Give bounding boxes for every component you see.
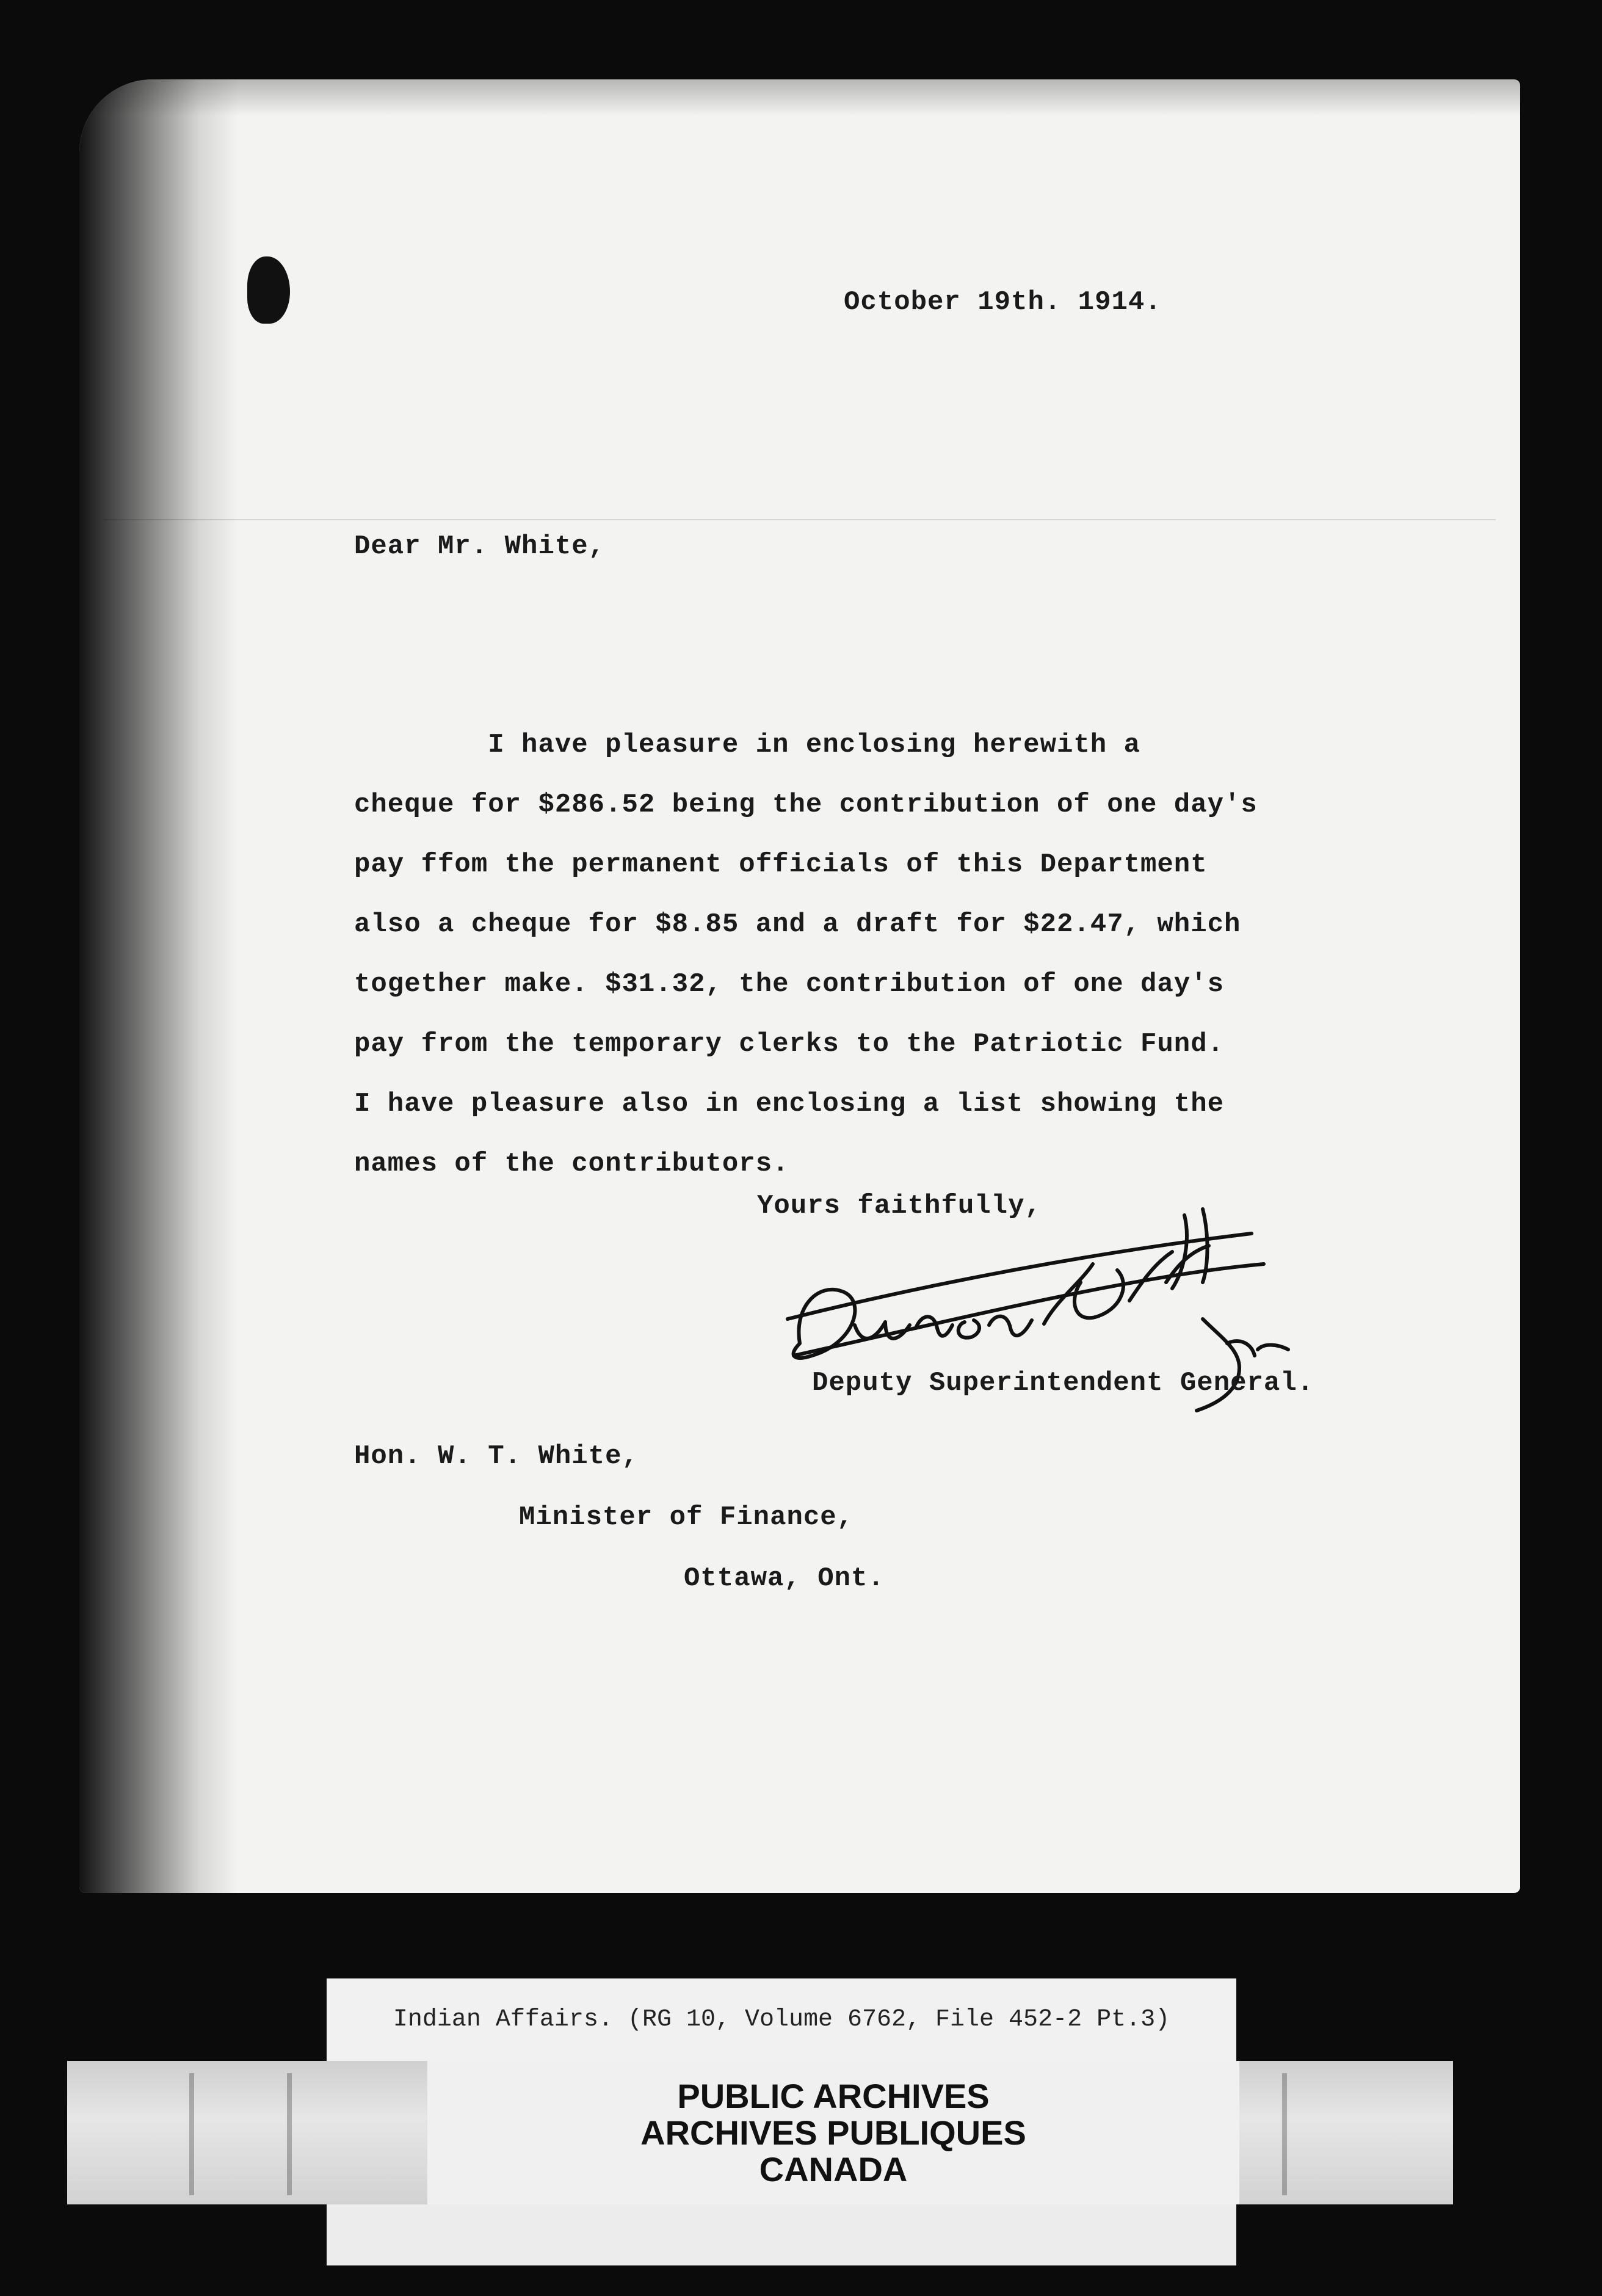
- letter-body-line: together make. $31.32, the contribution of one day's: [354, 969, 1225, 1000]
- stamp-line: CANADA: [759, 2149, 908, 2189]
- stamp-line: ARCHIVES PUBLIQUES: [640, 2113, 1026, 2152]
- strip-mark: [189, 2073, 194, 2195]
- sheet-top-shade: [79, 79, 1520, 116]
- sheet-edge-shadow: [79, 79, 238, 1893]
- stamp-line: PUBLIC ARCHIVES: [677, 2076, 990, 2115]
- ink-blot: [247, 256, 290, 324]
- letter-body-line: pay from the temporary clerks to the Patriotic Fund.: [354, 1029, 1225, 1059]
- letter-salutation: Dear Mr. White,: [354, 531, 606, 562]
- addressee-name: Hon. W. T. White,: [354, 1441, 639, 1472]
- strip-mark: [1282, 2073, 1287, 2195]
- letter-body-line: I have pleasure in enclosing herewith a: [354, 730, 1141, 760]
- archive-reference-label: [327, 1978, 1236, 2061]
- public-archives-stamp: [427, 2061, 1239, 2204]
- letter-body-line: cheque for $286.52 being the contribution of one day's: [354, 790, 1258, 820]
- letter-body-line: I have pleasure also in enclosing a list showing the: [354, 1089, 1225, 1119]
- letter-body-line: names of the contributors.: [354, 1149, 789, 1179]
- archive-bottom-strip: [327, 2204, 1236, 2265]
- strip-mark: [287, 2073, 292, 2195]
- letter-closing: Yours faithfully,: [757, 1191, 1042, 1221]
- letter-body-line: also a cheque for $8.85 and a draft for $22.47, which: [354, 909, 1241, 940]
- archive-reference-text: Indian Affairs. (RG 10, Volume 6762, File 452-2 Pt.3): [393, 2006, 1170, 2033]
- letter-date: October 19th. 1914.: [844, 287, 1162, 318]
- letter-body-line: pay ffom the permanent officials of this Department: [354, 849, 1208, 880]
- addressee-title: Minister of Finance,: [519, 1502, 854, 1533]
- signature-title: Deputy Superintendent General.: [812, 1368, 1314, 1398]
- sheet-fold-crease: [104, 519, 1496, 520]
- handwritten-signature: [702, 1160, 1313, 1441]
- addressee-place: Ottawa, Ont.: [684, 1563, 885, 1594]
